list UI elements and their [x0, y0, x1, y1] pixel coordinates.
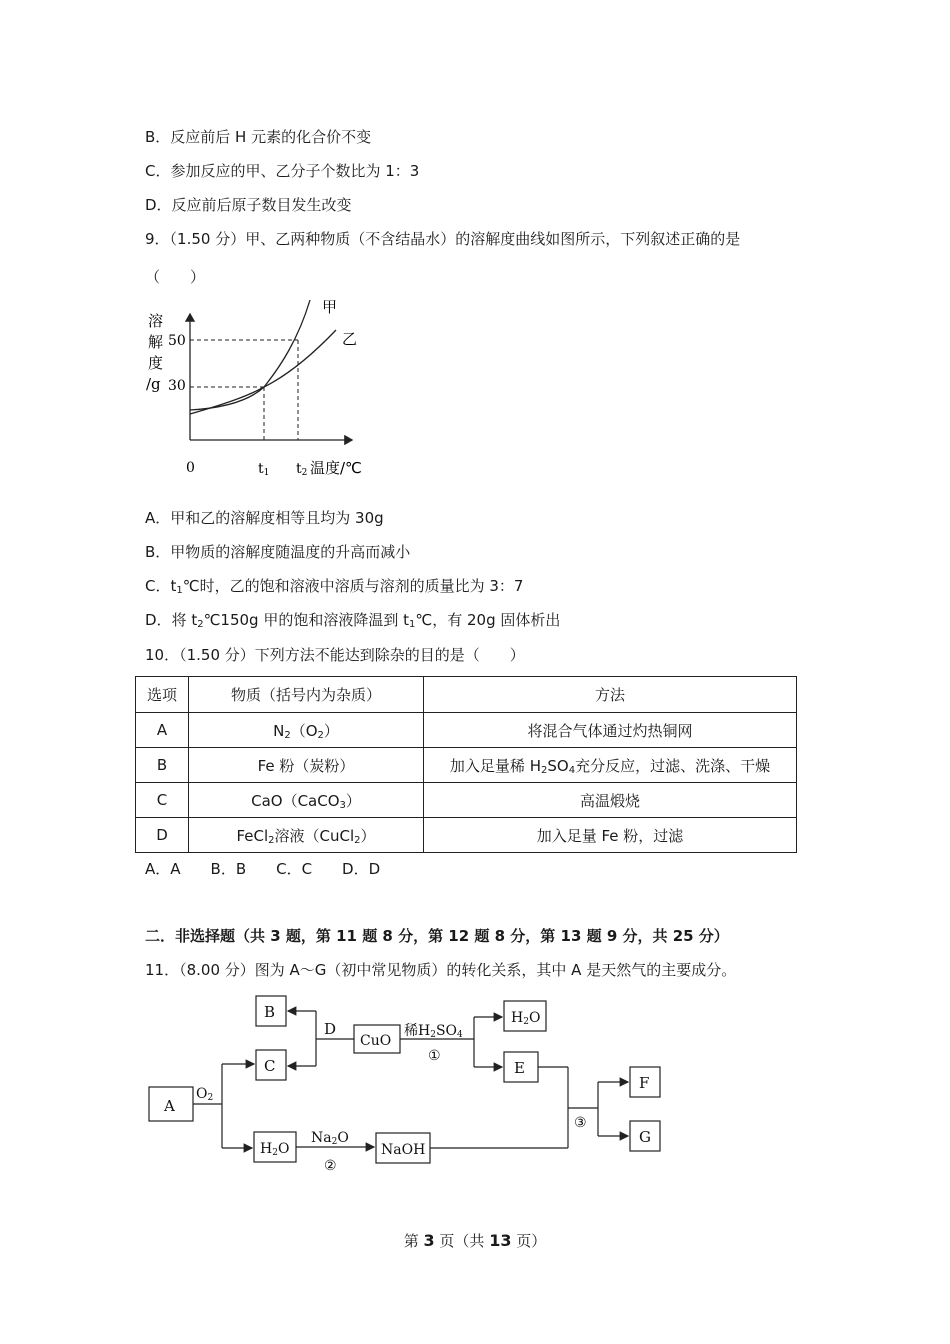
tick-30: 30: [168, 378, 186, 394]
t1-label: t1: [258, 461, 270, 478]
row-option: A: [136, 713, 189, 748]
q11-stem: 11．（8.00 分）图为 A～G（初中常见物质）的转化关系，其中 A 是天然气的主要成分。: [145, 961, 737, 979]
label-d: D: [324, 1020, 337, 1038]
row-substance: FeCl$_2$溶液（CuCl$_2$）: [189, 818, 424, 853]
table-row: [136, 818, 797, 853]
conversion-flow-diagram: [140, 990, 680, 1190]
label-g: G: [639, 1128, 651, 1146]
header-method: 方法: [424, 677, 797, 713]
page-footer: 第 3 页（共 13 页）: [403, 1231, 547, 1250]
label-e: E: [514, 1059, 525, 1077]
table-row: [136, 783, 797, 818]
row-method: 高温煅烧: [424, 783, 797, 818]
label-h2o-bottom: H2O: [260, 1141, 290, 1158]
table-header-row: [136, 677, 797, 713]
origin-label: 0: [186, 460, 195, 476]
impurity-removal-table: [135, 676, 797, 853]
q10-answers: A．A B．B C．C D．D: [145, 860, 381, 878]
curve-yi-label: 乙: [342, 330, 358, 348]
label-na2o: Na2O: [311, 1130, 349, 1147]
ylabel-4: /g: [146, 375, 161, 393]
row-substance: $N_2(O_2)$: [189, 713, 424, 748]
label-acid: 稀H2SO4: [404, 1023, 463, 1040]
q9-stem: 9．（1.50 分）甲、乙两种物质（不含结晶水）的溶解度曲线如图所示，下列叙述正确的是: [145, 230, 741, 248]
q8-option-b: B．反应前后 H 元素的化合价不变: [145, 128, 372, 146]
ylabel-2: 解: [148, 333, 164, 351]
q9-option-c: C．$t_1℃$时，乙的饱和溶液中溶质与溶剂的质量比为 3：7: [145, 577, 524, 596]
label-f: F: [639, 1074, 650, 1092]
ylabel-3: 度: [148, 354, 164, 372]
section-title: 二．非选择题（共 3 题，第 11 题 8 分，第 12 题 8 分，第 13 题 9 分，共 25 分）: [145, 927, 729, 945]
label-b: B: [264, 1003, 276, 1021]
label-o2: O2: [196, 1086, 214, 1103]
label-a: A: [164, 1097, 175, 1115]
row-option: C: [136, 783, 189, 818]
x-axis-label: 温度/℃: [310, 459, 362, 477]
row-substance: Fe 粉（炭粉）: [189, 748, 424, 783]
solubility-graph: [140, 292, 380, 484]
label-h2o-top: H2O: [511, 1010, 541, 1027]
label-step1: ①: [428, 1048, 441, 1064]
row-substance: CaO（CaCO$_3$）: [189, 783, 424, 818]
q8-option-c: C．参加反应的甲、乙分子个数比为 1：3: [145, 162, 420, 180]
label-c: C: [264, 1057, 276, 1075]
q9-option-a: A．甲和乙的溶解度相等且均为 30g: [145, 509, 384, 527]
curve-yi: [190, 330, 336, 414]
q10-stem: 10．（1.50 分）下列方法不能达到除杂的目的是（ ）: [145, 646, 525, 664]
table-row: [136, 713, 797, 748]
q8-option-d: D．反应前后原子数目发生改变: [145, 196, 352, 214]
row-method: 加入足量 Fe 粉，过滤: [424, 818, 797, 853]
ylabel-1: 溶: [148, 312, 164, 330]
header-substance: 物质（括号内为杂质）: [189, 677, 424, 713]
q9-paren: （ ）: [145, 268, 206, 286]
row-method: 加入足量稀 $H_2SO_4$充分反应，过滤、洗涤、干燥: [424, 748, 797, 783]
curve-jia-label: 甲: [322, 298, 338, 316]
label-step2: ②: [324, 1158, 337, 1174]
header-option: 选项: [136, 677, 189, 713]
label-naoh: NaOH: [381, 1142, 426, 1158]
t2-label: t2: [296, 461, 308, 478]
q9-option-b: B．甲物质的溶解度随温度的升高而减小: [145, 543, 411, 561]
table-row: [136, 748, 797, 783]
label-cuo: CuO: [360, 1033, 392, 1049]
tick-50: 50: [168, 333, 186, 349]
row-method: 将混合气体通过灼热铜网: [424, 713, 797, 748]
row-option: D: [136, 818, 189, 853]
label-step3: ③: [574, 1115, 587, 1131]
row-option: B: [136, 748, 189, 783]
q9-option-d: D．将 $t_2℃150g$ 甲的饱和溶液降温到 $t_1℃$，有 20g 固体析出: [145, 611, 561, 630]
